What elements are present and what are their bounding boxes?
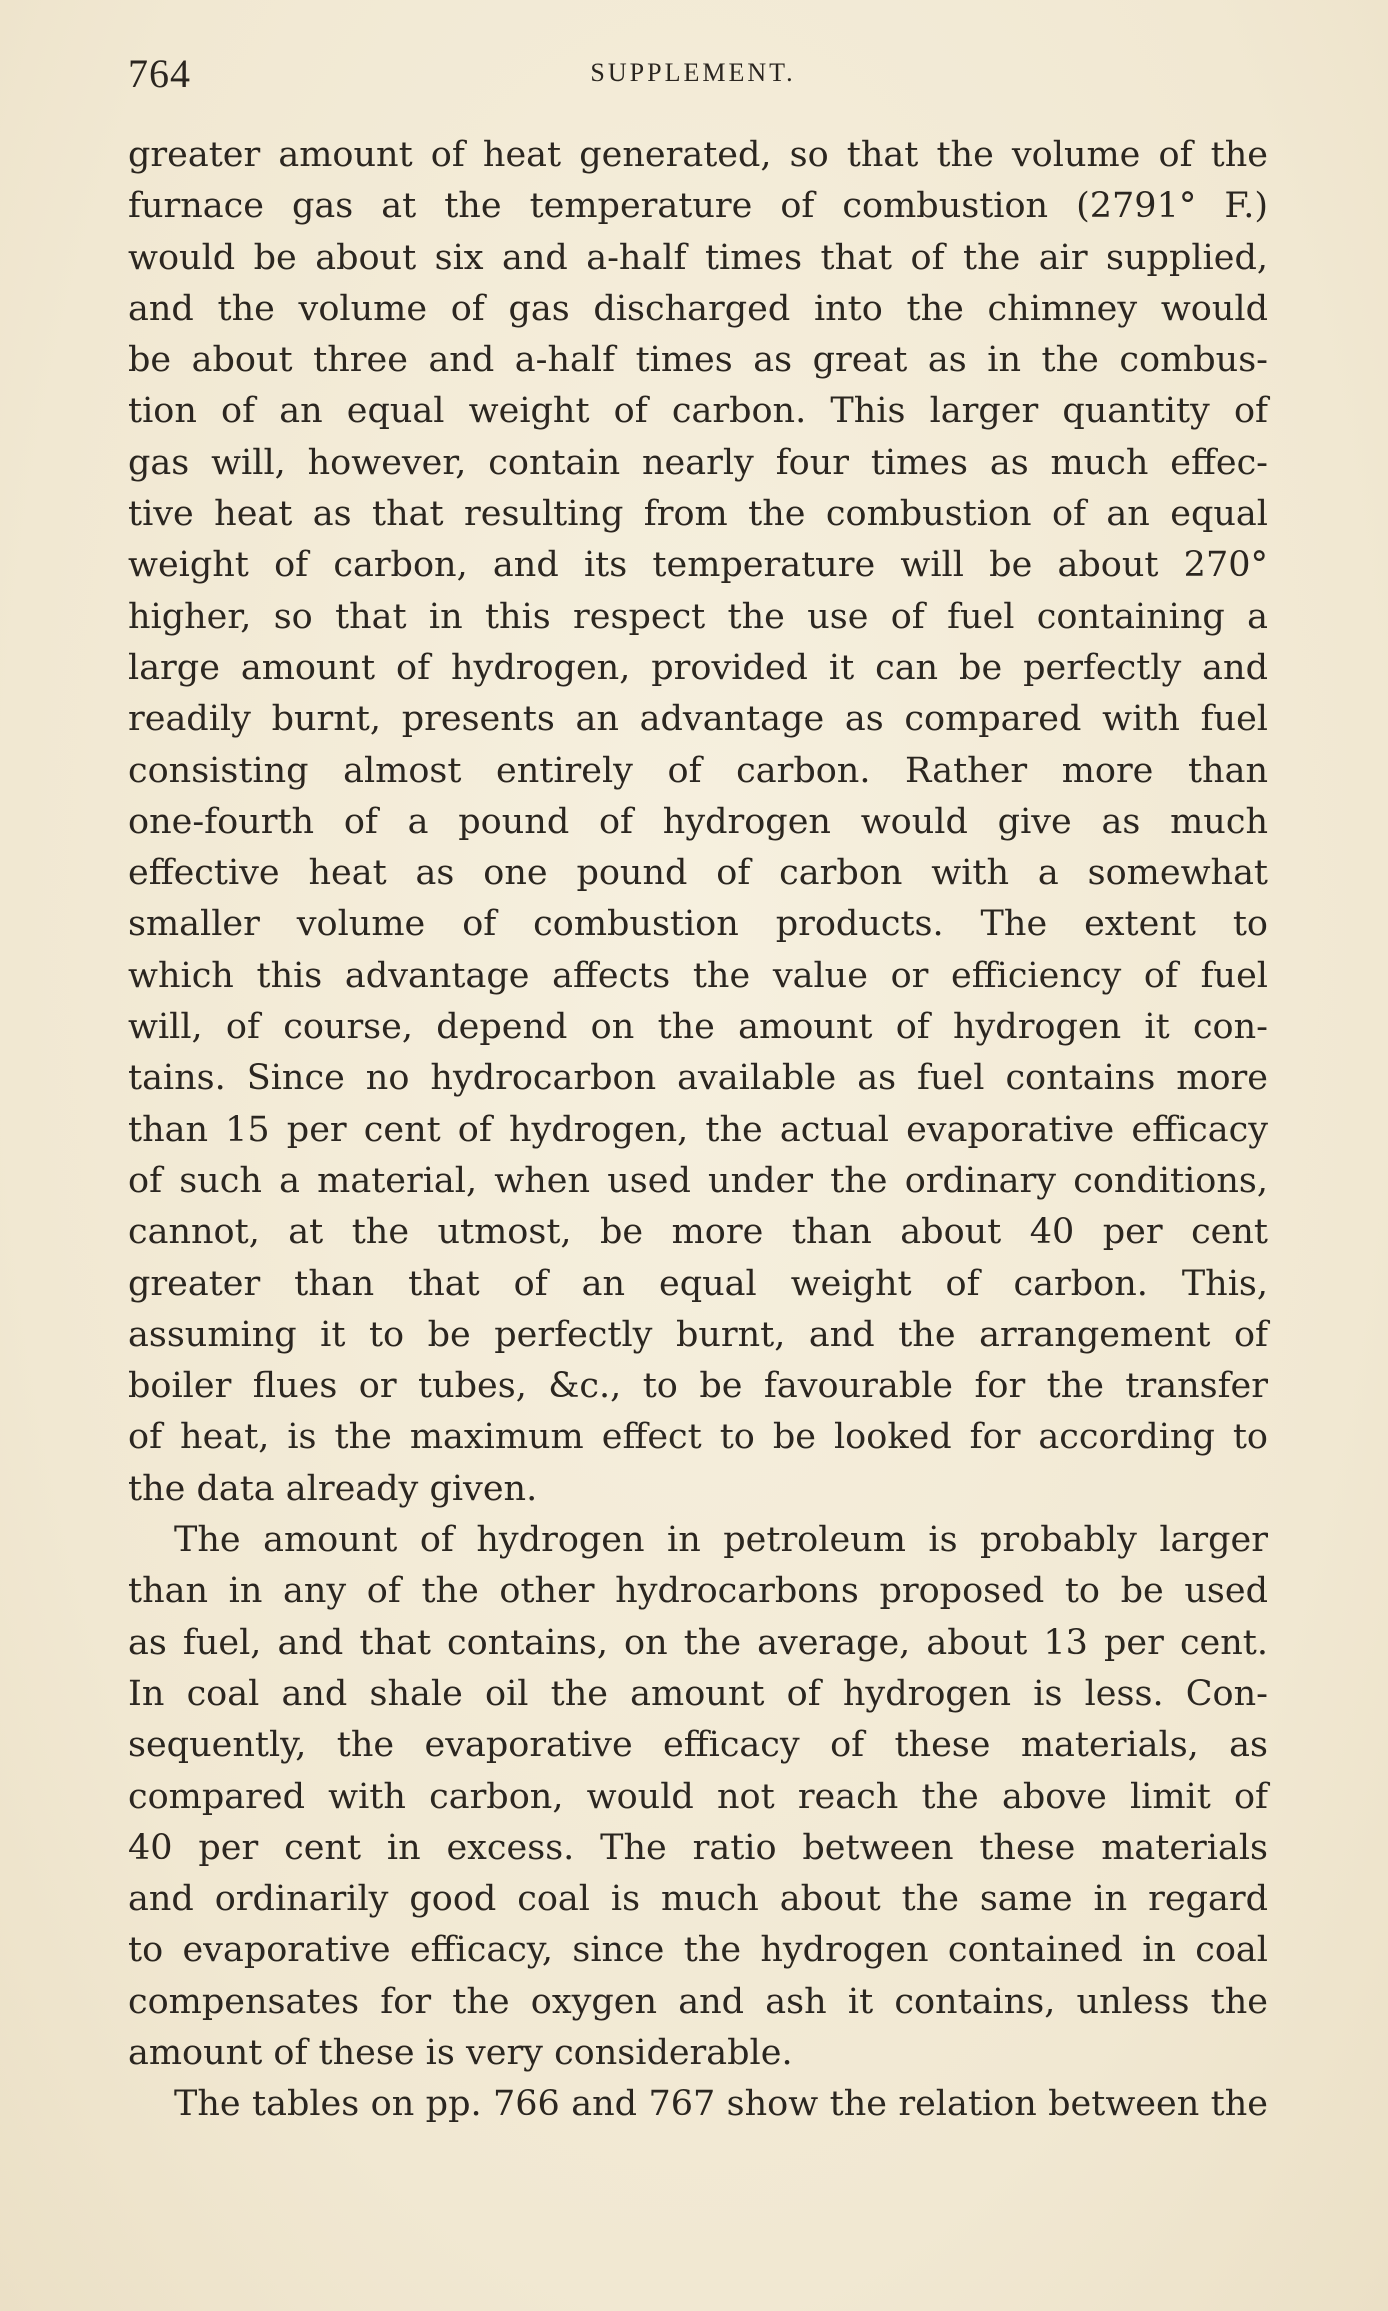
paragraph-end-line: the data already given. xyxy=(128,1468,538,1509)
paragraph-start-line: The amount of hydrogen in petroleum is probably larger xyxy=(174,1520,1268,1561)
text-line: readily burnt, presents an advantage as compared with fuel xyxy=(128,699,1268,740)
text-line: and ordinarily good coal is much about the same in regard xyxy=(128,1879,1268,1920)
text-line: smaller volume of combustion products. The extent to xyxy=(128,904,1268,945)
text-line: cannot, at the utmost, be more than about 40 per cent xyxy=(128,1212,1268,1253)
text-line: greater amount of heat generated, so that the volume of the xyxy=(128,135,1268,175)
text-line: than 15 per cent of hydrogen, the actual evaporative efficacy xyxy=(128,1109,1268,1150)
text-line: will, of course, depend on the amount of hydrogen it con- xyxy=(128,1007,1268,1048)
text-line: compared with carbon, would not reach the above limit of xyxy=(128,1776,1268,1817)
text-line: tion of an equal weight of carbon. This larger quantity of xyxy=(128,391,1268,432)
text-line: 40 per cent in excess. The ratio between these materials xyxy=(128,1827,1268,1868)
text-line: weight of carbon, and its temperature will be about 270° xyxy=(128,545,1268,586)
text-line: of such a material, when used under the ordinary conditions, xyxy=(128,1160,1268,1201)
text-line: consisting almost entirely of carbon. Rather more than xyxy=(128,750,1268,791)
text-line: furnace gas at the temperature of combustion (2791° F.) xyxy=(128,186,1268,227)
page-number: 764 xyxy=(128,51,191,96)
text-line: tive heat as that resulting from the combustion of an equal xyxy=(128,494,1268,535)
text-line: to evaporative efficacy, since the hydrogen contained in coal xyxy=(128,1930,1268,1971)
running-head: SUPPLEMENT. xyxy=(590,58,796,87)
text-line: boiler flues or tubes, &c., to be favourable for the transfer xyxy=(128,1366,1268,1407)
text-line: one-fourth of a pound of hydrogen would give as much xyxy=(128,801,1268,842)
text-line: compensates for the oxygen and ash it contains, unless the xyxy=(128,1981,1268,2022)
text-line: effective heat as one pound of carbon with a somewhat xyxy=(128,853,1268,894)
text-line: higher, so that in this respect the use of fuel containing a xyxy=(128,596,1268,637)
text-line: greater than that of an equal weight of carbon. This, xyxy=(128,1263,1268,1304)
text-line: tains. Since no hydrocarbon available as fuel contains more xyxy=(128,1058,1268,1099)
body-text xyxy=(128,130,1268,2131)
text-line: would be about six and a-half times that of the air supplied, xyxy=(128,237,1268,278)
paragraph-end-line: amount of these is very considerable. xyxy=(128,2032,793,2073)
text-line: as fuel, and that contains, on the average, about 13 per cent. xyxy=(128,1622,1268,1663)
paragraph-start-line: The tables on pp. 766 and 767 show the relation between the xyxy=(174,2084,1268,2125)
page-header xyxy=(128,50,1258,100)
text-line: large amount of hydrogen, provided it can be perfectly and xyxy=(128,647,1268,688)
text-line: gas will, however, contain nearly four times as much effec- xyxy=(128,442,1268,483)
text-line: assuming it to be perfectly burnt, and the arrangement of xyxy=(128,1314,1268,1355)
text-line: of heat, is the maximum effect to be looked for according to xyxy=(128,1417,1268,1458)
text-line: be about three and a-half times as great as in the combus- xyxy=(128,340,1268,381)
text-line: which this advantage affects the value or efficiency of fuel xyxy=(128,955,1268,996)
text-line: In coal and shale oil the amount of hydrogen is less. Con- xyxy=(128,1673,1268,1714)
text-line: than in any of the other hydrocarbons proposed to be used xyxy=(128,1571,1268,1612)
text-line: and the volume of gas discharged into the chimney would xyxy=(128,288,1268,329)
text-line: sequently, the evaporative efficacy of these materials, as xyxy=(128,1725,1268,1766)
